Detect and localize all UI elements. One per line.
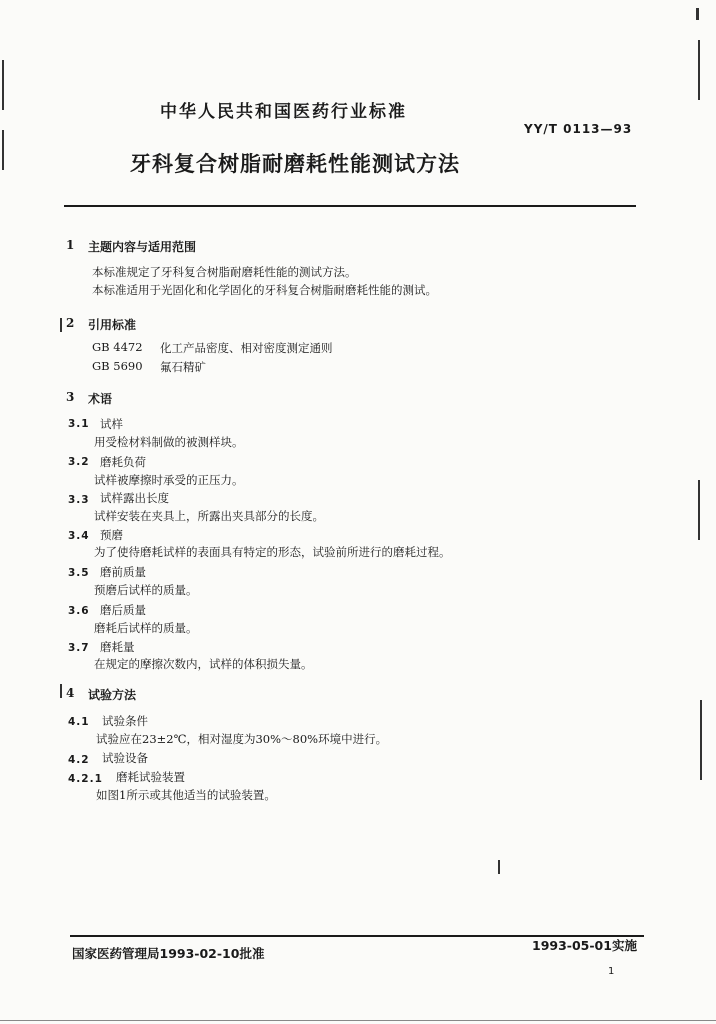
issuing-body: 中华人民共和国医药行业标准 [160, 102, 407, 122]
term-3-1-name: 试样 [100, 417, 123, 431]
scan-mark [60, 318, 62, 332]
term-3-2-name: 磨耗负荷 [100, 455, 146, 469]
term-3-6-number: 3.6 [68, 605, 90, 617]
scan-mark [696, 8, 699, 20]
term-3-3-definition: 试样安装在夹具上，所露出夹具部分的长度。 [94, 509, 324, 523]
section-2-number: 2 [66, 316, 75, 330]
scan-mark [60, 684, 62, 698]
clause-4-1-title: 试验条件 [102, 714, 148, 728]
scan-mark [2, 130, 4, 170]
section-1-title: 主题内容与适用范围 [88, 240, 197, 254]
term-3-1-number: 3.1 [68, 418, 90, 430]
scan-mark [700, 700, 702, 780]
scan-mark [2, 60, 4, 110]
clause-4-2-number: 4.2 [68, 754, 90, 766]
clause-4-2-title: 试验设备 [102, 751, 148, 765]
reference-2-code: GB 5690 [92, 359, 143, 373]
section-4-number: 4 [66, 686, 75, 700]
standard-code: YY/T 0113—93 [524, 122, 633, 136]
term-3-3-number: 3.3 [68, 494, 90, 506]
scan-mark [698, 40, 700, 100]
term-3-1-definition: 用受检材料制做的被测样块。 [94, 435, 244, 449]
term-3-5-name: 磨前质量 [100, 565, 146, 579]
effective-date: 1993-05-01实施 [532, 938, 637, 953]
clause-4-2-1-title: 磨耗试验装置 [116, 770, 185, 784]
term-3-3-name: 试样露出长度 [100, 491, 169, 505]
term-3-7-definition: 在规定的摩擦次数内，试样的体积损失量。 [94, 657, 313, 671]
section-2-title: 引用标准 [88, 318, 137, 332]
term-3-5-definition: 预磨后试样的质量。 [94, 583, 198, 597]
term-3-2-definition: 试样被摩擦时承受的正压力。 [94, 473, 244, 487]
term-3-4-definition: 为了使待磨耗试样的表面具有特定的形态，试验前所进行的磨耗过程。 [94, 545, 451, 559]
scan-edge [0, 1020, 716, 1021]
page-number: 1 [608, 966, 615, 977]
section-1-number: 1 [66, 238, 75, 252]
term-3-7-number: 3.7 [68, 642, 90, 654]
term-3-5-number: 3.5 [68, 567, 90, 579]
section-3-number: 3 [66, 390, 75, 404]
reference-2-title: 氟石精矿 [160, 360, 206, 374]
scan-mark [498, 860, 500, 874]
term-3-6-definition: 磨耗后试样的质量。 [94, 621, 198, 635]
section-1-paragraph-2: 本标准适用于光固化和化学固化的牙科复合树脂耐磨耗性能的测试。 [92, 283, 437, 297]
header-divider [64, 205, 636, 207]
approval-line: 国家医药管理局1993-02-10批准 [72, 946, 265, 961]
clause-4-1-number: 4.1 [68, 716, 90, 728]
reference-1-code: GB 4472 [92, 340, 143, 354]
term-3-4-name: 预磨 [100, 528, 123, 542]
term-3-4-number: 3.4 [68, 530, 90, 542]
term-3-2-number: 3.2 [68, 456, 90, 468]
clause-4-2-1-text: 如图1所示或其他适当的试验装置。 [96, 788, 276, 802]
clause-4-1-text: 试验应在23±2℃，相对湿度为30%～80%环境中进行。 [96, 732, 388, 746]
document-title: 牙科复合树脂耐磨耗性能测试方法 [130, 152, 460, 176]
scan-mark [698, 480, 700, 540]
reference-1-title: 化工产品密度、相对密度测定通则 [160, 341, 333, 355]
section-4-title: 试验方法 [88, 688, 137, 702]
section-3-title: 术语 [88, 392, 113, 406]
section-1-paragraph-1: 本标准规定了牙科复合树脂耐磨耗性能的测试方法。 [92, 265, 357, 279]
term-3-6-name: 磨后质量 [100, 603, 146, 617]
clause-4-2-1-number: 4.2.1 [68, 773, 103, 785]
term-3-7-name: 磨耗量 [100, 640, 135, 654]
